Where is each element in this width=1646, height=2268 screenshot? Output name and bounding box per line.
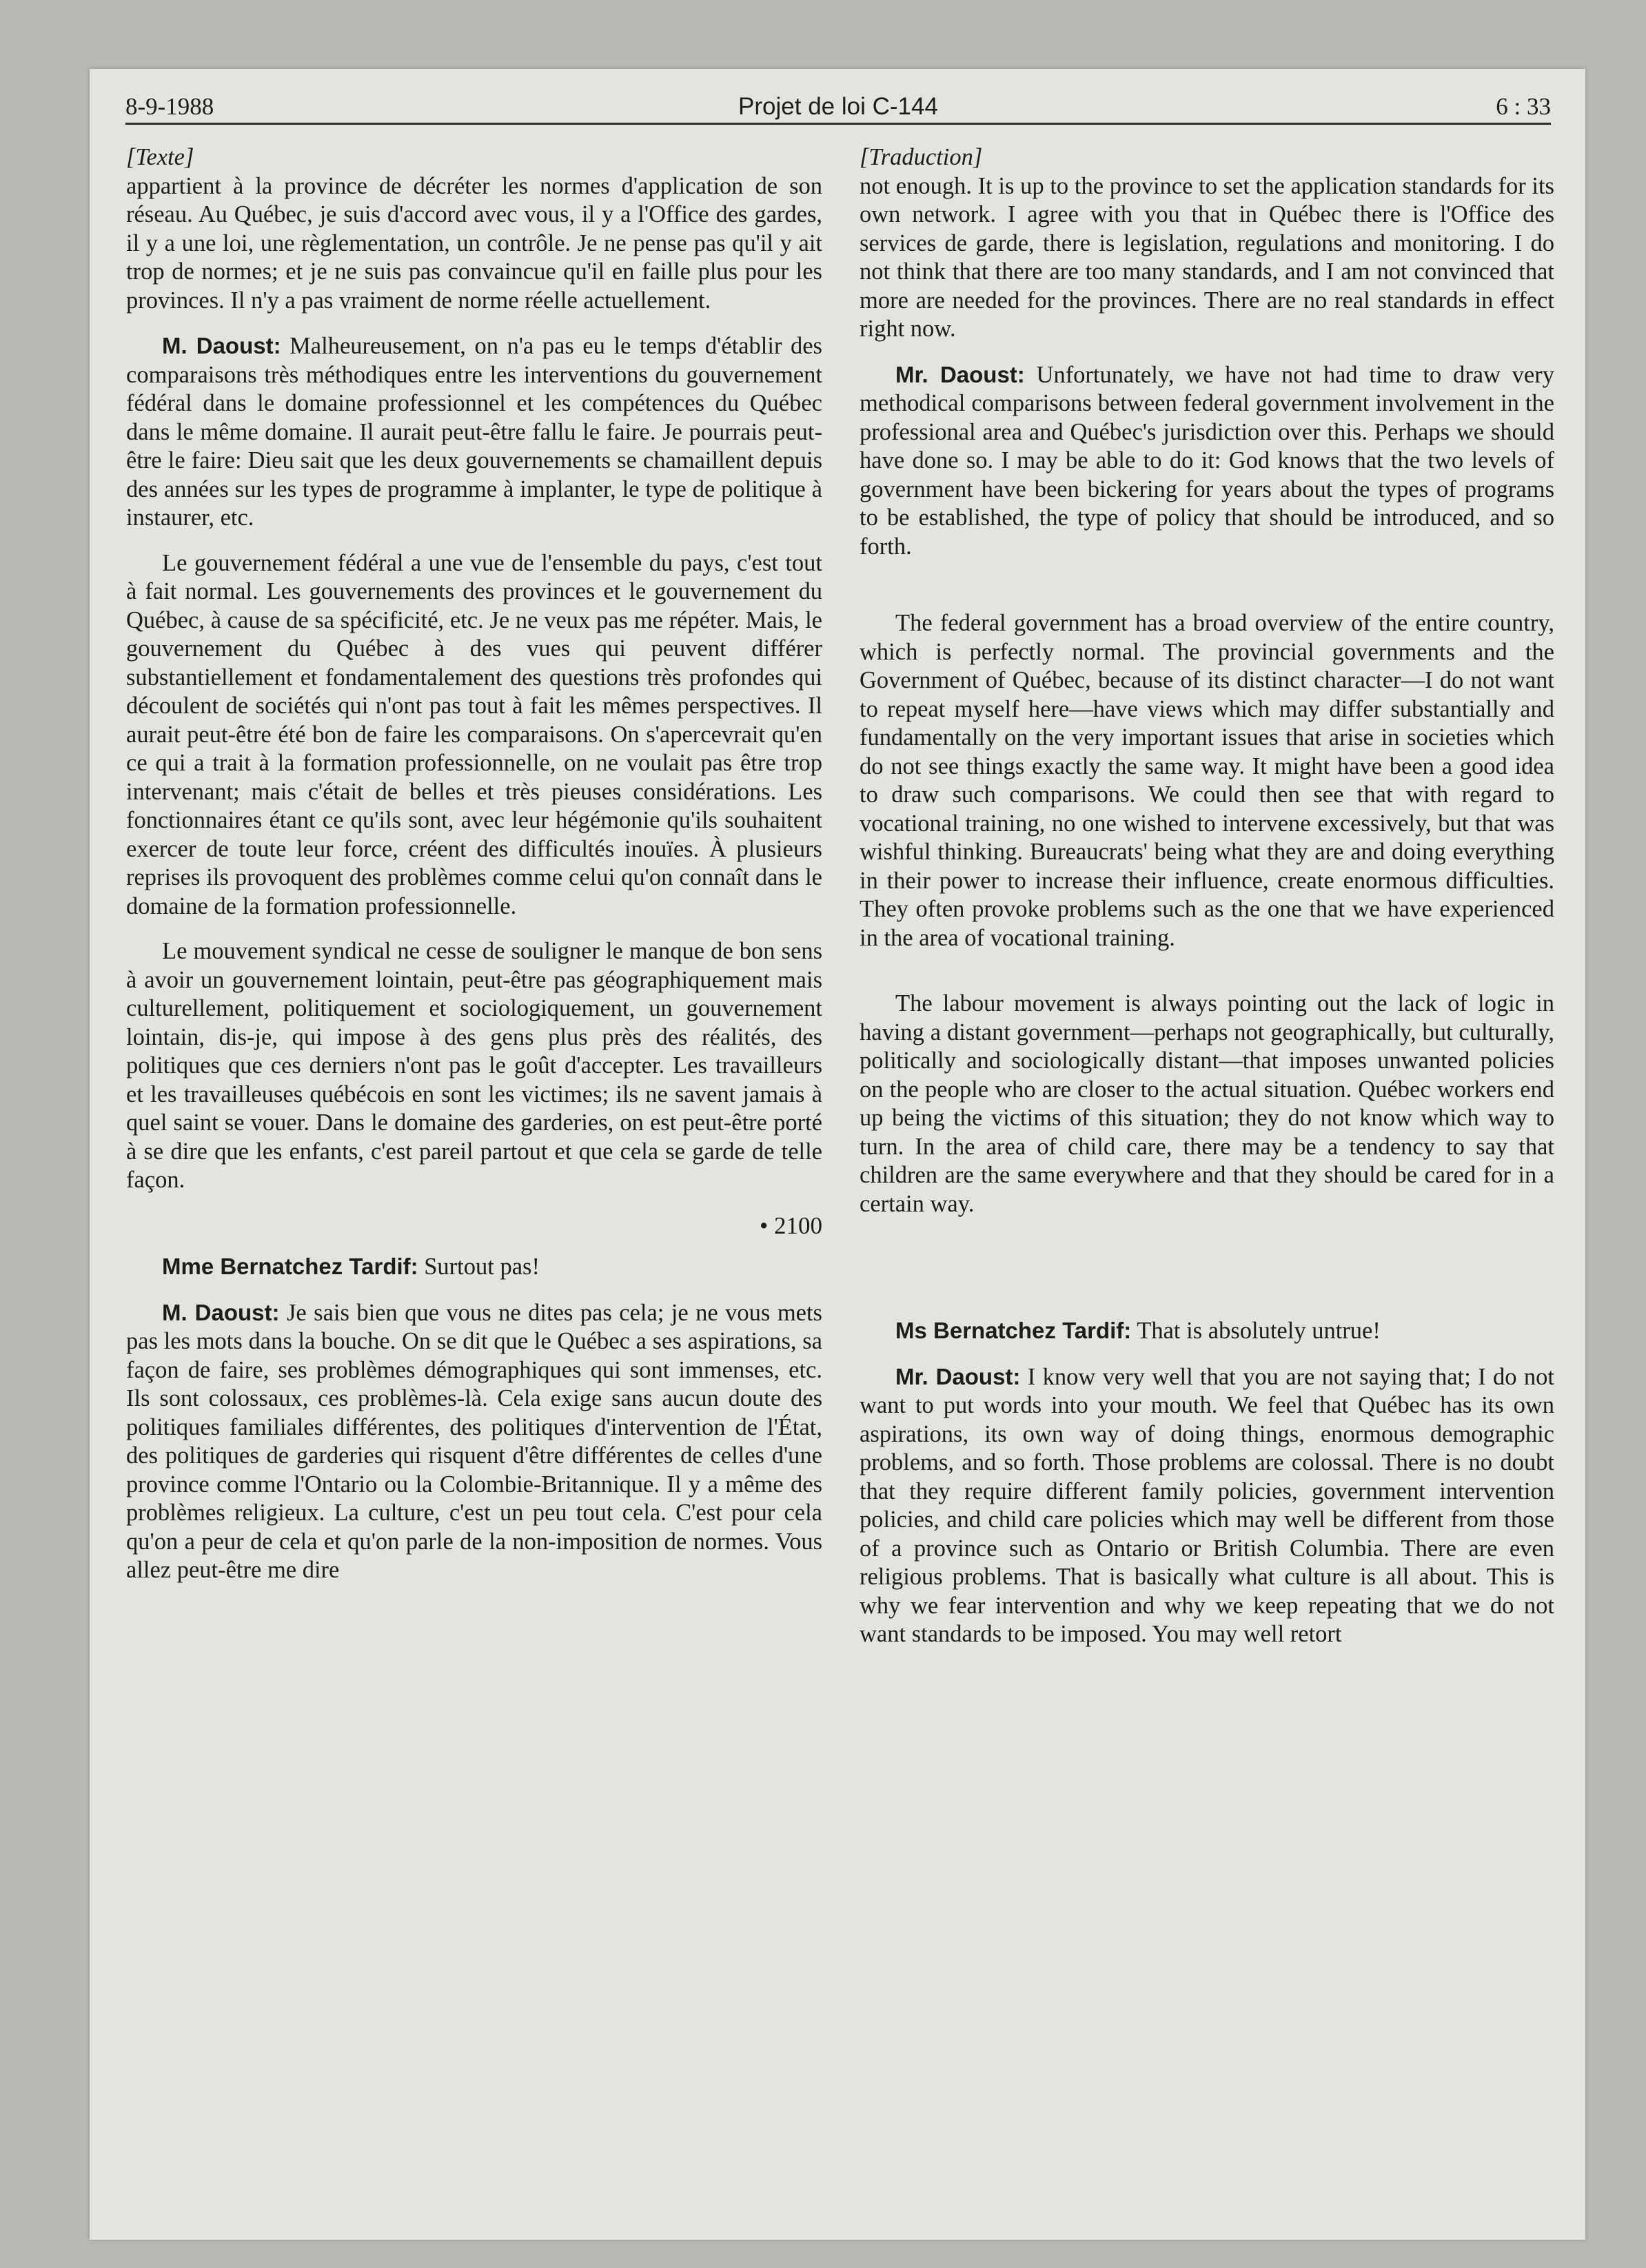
spacer <box>860 1235 1554 1316</box>
french-paragraph-6 <box>126 1298 822 1585</box>
speaker-name: Ms Bernatchez Tardif: <box>895 1318 1132 1343</box>
document-page <box>90 69 1585 2240</box>
french-paragraph-4: Le mouvement syndical ne cesse de souligner le manque de bon sens à avoir un gouvernement lointain, peut-être pas géographiquement mais culturellement, politiquement et sociologiquement, un gouvernement lointain, dis-je, qui impose à des gens plus près des réalités, des politiques que ces derniers n'ont pas le goût d'accepter. Les travailleurs et les travailleuses québécois en sont les victimes; ils ne savent jamais à quel saint se vouer. Dans le domaine des garderies, on est peut-être porté à se dire que les enfants, c'est pareil partout et que cela se garde de telle façon. <box>126 938 822 1193</box>
french-column <box>126 143 822 1602</box>
spacer <box>860 969 1554 990</box>
english-column <box>860 143 1554 1666</box>
header-page-number: 6 : 33 <box>1496 93 1551 120</box>
english-paragraph-6-text: I know very well that you are not saying that; I do not want to put words into your mouth. We feel that Québec has its own aspirations, its own way of doing things, enormous demographic problems, and so forth. Those problems are colossal. There is no doubt that they require different family policies, government intervention policies, and child care policies which may well be different from those of a province such as Ontario or British Columbia. There are even religious problems. That is basically what culture is all about. This is why we fear intervention and why we keep repeating that we do not want standards to be imposed. You may well retort <box>860 1363 1554 1647</box>
header-title: Projet de loi C-144 <box>738 93 938 120</box>
timestamp-marker: • 2100 <box>759 1212 822 1239</box>
french-paragraph-6-text: Je sais bien que vous ne dites pas cela; je ne vous mets pas les mots dans la bouche. On se dit que le Québec a ses aspirations, sa façon de faire, ses problèmes démographiques qui sont immenses, etc. Ils sont colossaux, ces problèmes-là. Cela exige sans aucun doute des politiques familiales différentes, des politiques d'intervention de l'État, des politiques de garderies qui risquent d'être différentes de celles d'une province comme l'Ontario ou la Colombie-Britannique. Il y a même des problèmes religieux. La culture, c'est un peu tout cela. C'est pour cela qu'on a peur de cela et qu'on parle de la non-imposition de normes. Vous allez peut-être me dire <box>126 1299 822 1583</box>
spacer <box>860 578 1554 609</box>
english-paragraph-5-text: That is absolutely untrue! <box>1131 1318 1381 1344</box>
french-paragraph-5 <box>126 1252 822 1282</box>
french-paragraph-2-text: Malheureusement, on n'a pas eu le temps d'établir des comparaisons très méthodiques entre les interventions du gouvernement fédéral dans le domaine professionnel et les compétences du Québec dans le même domaine. Il aurait peut-être fallu le faire. Je pourrais peut-être le faire: Dieu sait que les deux gouvernements se chamaillent depuis des années sur les types de programme à implanter, le type de politique à instaurer, etc. <box>126 333 822 531</box>
english-translation-tag: [Traduction] <box>860 144 983 170</box>
english-paragraph-4: The labour movement is always pointing out the lack of logic in having a distant government—perhaps not geographically, but culturally, politically and sociologically distant—that imposes unwanted policies on the people who are closer to the actual situation. Québec workers end up being the victims of this situation; they do not know which way to turn. In the area of child care, there may be a tendency to say that children are the same everywhere and that they should be cared for in a certain way. <box>860 990 1554 1217</box>
english-paragraph-2-text: Unfortunately, we have not had time to draw very methodical comparisons between federal government involvement in the professional area and Québec's jurisdiction over this. Perhaps we should have done so. I may be able to do it: God knows that the two levels of government have been bickering for years about the types of programs to be established, the type of policy that should be introduced, and so forth. <box>860 361 1554 560</box>
french-paragraph-5-text: Surtout pas! <box>418 1254 540 1280</box>
french-paragraph-3: Le gouvernement fédéral a une vue de l'ensemble du pays, c'est tout à fait normal. Les gouvernements des provinces et le gouvernement du Québec, à cause de sa spécificité, etc. Je ne veux pas me répéter. Mais, le gouvernement du Québec à des vues qui peuvent différer substantiellement et fondamentalement des questions très profondes qui découlent de sociétés qui n'ont pas tout à fait les mêmes perspectives. Il aurait peut-être été bon de faire les comparaisons. On s'apercevrait qu'en ce qui a trait à la formation professionnelle, on ne voulait pas être trop intervenant; mais c'était de belles et très pieuses considérations. Les fonctionnaires étant ce qu'ils sont, avec leur hégémonie qu'ils souhaitent exercer de toute leur force, créent des difficultés inouïes. À plusieurs reprises ils provoquent des problèmes comme celui qu'on connaît dans le domaine de la formation professionnelle. <box>126 549 822 919</box>
english-paragraph-5 <box>860 1316 1554 1346</box>
french-paragraph-1: appartient à la province de décréter les normes d'application de son réseau. Au Québec, je suis d'accord avec vous, il y a l'Office des gardes, il y a une loi, une règlementation, un contrôle. Je ne pense pas qu'il y ait trop de normes; et je ne suis pas convaincue qu'il en faille plus pour les provinces. Il n'y a pas vraiment de norme réelle actuellement. <box>126 172 822 314</box>
speaker-name: M. Daoust: <box>162 1299 280 1325</box>
speaker-name: Mme Bernatchez Tardif: <box>162 1254 418 1279</box>
speaker-name: M. Daoust: <box>162 333 281 358</box>
speaker-name: Mr. Daoust: <box>895 1363 1021 1389</box>
french-paragraph-2 <box>126 331 822 533</box>
english-paragraph-1: not enough. It is up to the province to set the application standards for its own network. I agree with you that in Québec there is l'Office des services de garde, there is legislation, regulations and monitoring. I do not think that there are too many standards, and I am not convinced that more are needed for the provinces. There are no real standards in effect right now. <box>860 172 1554 342</box>
speaker-name: Mr. Daoust: <box>895 361 1025 387</box>
running-header <box>125 91 1551 125</box>
french-text-tag: [Texte] <box>126 144 194 170</box>
english-paragraph-2 <box>860 360 1554 562</box>
english-paragraph-3: The federal government has a broad overview of the entire country, which is perfectly normal. The provincial governments and the Government of Québec, because of its distinct character—I do not want to repeat myself here—have views which may differ substantially and fundamentally on the very important issues that arise in societies which do not see things exactly the same way. It might have been a good idea to draw such comparisons. We could then see that with regard to vocational training, no one wished to intervene excessively, but that was wishful thinking. Bureaucrats' being what they are and doing everything in their power to increase their influence, create enormous difficulties. They often provoke problems such as the one that we have experienced in the area of vocational training. <box>860 610 1554 951</box>
english-paragraph-6 <box>860 1362 1554 1649</box>
header-date: 8-9-1988 <box>125 93 214 120</box>
